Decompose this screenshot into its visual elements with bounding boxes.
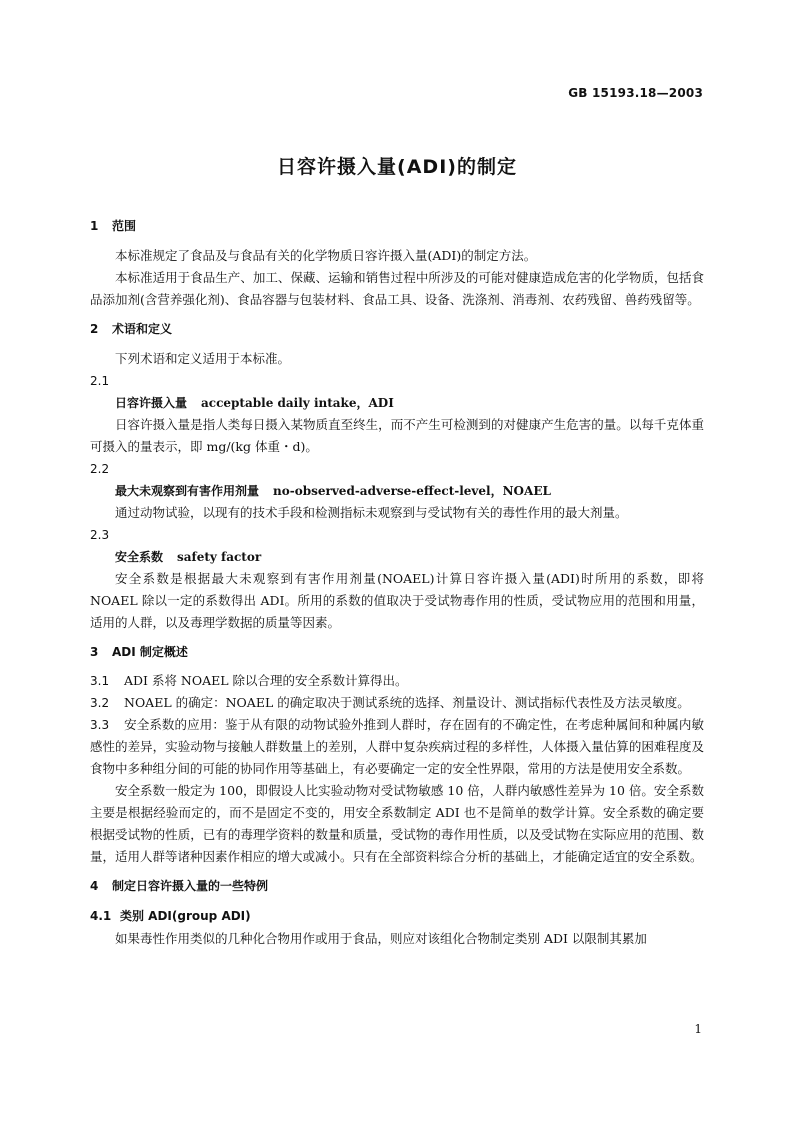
- term-chinese: 安全系数: [115, 550, 164, 564]
- section-number: 1: [90, 219, 99, 233]
- page-number: 1: [694, 1022, 702, 1036]
- term-adi: [90, 392, 704, 414]
- clause-3-2: [90, 692, 704, 714]
- section-number: 2: [90, 322, 99, 336]
- term-definition: 日容许摄入量是指人类每日摄入某物质直至终生，而不产生可检测到的对健康产生危害的量。以每千克体重可摄入的量表示，即 mg/(kg 体重・d)。: [90, 417, 704, 454]
- section-2-heading: [90, 317, 704, 341]
- term-english: acceptable daily intake，ADI: [201, 396, 394, 410]
- subsection-title: 类别 ADI(group ADI): [120, 909, 251, 923]
- safety-factor-paragraph: 安全系数一般定为 100，即假设人比实验动物对受试物敏感 10 倍，人群内敏感性差异为 10 倍。安全系数主要是根据经验而定的，而不是固定不变的，用安全系数制定 ADI 也不是简单的数学计算。安全系数的确定要根据受试物的性质，已有的毒理学资料的数量和质量，受试物的毒作用性质，以及受试物在实际应用的范围、数量，适用人群等诸种因素作相应的增大或减小。只有在全部资料综合分析的基础上，才能确定适宜的安全系数。: [90, 783, 704, 864]
- subsection-number: 4.1: [90, 909, 112, 923]
- section-title: 制定日容许摄入量的一些特例: [112, 879, 269, 893]
- page-title: 日容许摄入量(ADI)的制定: [277, 156, 517, 178]
- terms-intro: 下列术语和定义适用于本标准。: [115, 351, 291, 366]
- term-number: 2.2: [90, 462, 110, 476]
- section-4-heading: [90, 874, 704, 898]
- term-definition: 安全系数是根据最大未观察到有害作用剂量(NOAEL)计算日容许摄入量(ADI)时所用的系数，即将 NOAEL 除以一定的系数得出 ADI。所用的系数的值取决于受试物毒作用的性质，受试物应用的范围和用量，适用的人群，以及毒理学数据的质量等因素。: [90, 571, 704, 630]
- clause-number: 3.3: [90, 718, 110, 732]
- section-3-heading: [90, 640, 704, 664]
- term-definition: 通过动物试验，以现有的技术手段和检测指标未观察到与受试物有关的毒性作用的最大剂量。: [115, 505, 628, 520]
- clause-text: NOAEL 的确定：NOAEL 的确定取决于测试系统的选择、剂量设计、测试指标代表性及方法灵敏度。: [124, 695, 690, 710]
- section-title: ADI 制定概述: [112, 645, 188, 659]
- section-number: 4: [90, 879, 99, 893]
- scope-paragraph-1: 本标准规定了食品及与食品有关的化学物质日容许摄入量(ADI)的制定方法。: [115, 248, 537, 263]
- clause-number: 3.2: [90, 696, 110, 710]
- clause-text: ADI 系将 NOAEL 除以合理的安全系数计算得出。: [124, 673, 408, 688]
- document-body: [90, 214, 704, 950]
- section-title: 术语和定义: [112, 322, 173, 336]
- group-adi-paragraph: 如果毒性作用类似的几种化合物用作或用于食品，则应对该组化合物制定类别 ADI 以限制其累加: [115, 931, 647, 946]
- term-english: no-observed-adverse-effect-level，NOAEL: [273, 484, 551, 498]
- term-number: 2.3: [90, 528, 110, 542]
- subsection-4-1-heading: [90, 904, 704, 928]
- term-number: 2.1: [90, 374, 110, 388]
- section-title: 范围: [112, 219, 137, 233]
- section-1-heading: [90, 214, 704, 238]
- clause-3-3: [90, 714, 704, 780]
- clause-text: 安全系数的应用：鉴于从有限的动物试验外推到人群时，存在固有的不确定性，在考虑种属间和种属内敏感性的差异，实验动物与接触人群数量上的差别，人群中复杂疾病过程的多样性，人体摄入量估算的困难程度及食物中多种组分间的可能的协同作用等基础上，有必要确定一定的安全性界限，常用的方法是使用安全系数。: [90, 717, 704, 776]
- term-english: safety factor: [177, 550, 262, 564]
- clause-number: 3.1: [90, 674, 110, 688]
- term-chinese: 日容许摄入量: [115, 396, 188, 410]
- term-safety-factor: [90, 546, 704, 568]
- clause-3-1: [90, 670, 704, 692]
- section-number: 3: [90, 645, 99, 659]
- term-noael: [90, 480, 704, 502]
- standard-number: GB 15193.18—2003: [568, 86, 703, 100]
- scope-paragraph-2: 本标准适用于食品生产、加工、保藏、运输和销售过程中所涉及的可能对健康造成危害的化学物质，包括食品添加剂(含营养强化剂)、食品容器与包装材料、食品工具、设备、洗涤剂、消毒剂、农药残留、兽药残留等。: [90, 270, 704, 307]
- term-chinese: 最大未观察到有害作用剂量: [115, 484, 260, 498]
